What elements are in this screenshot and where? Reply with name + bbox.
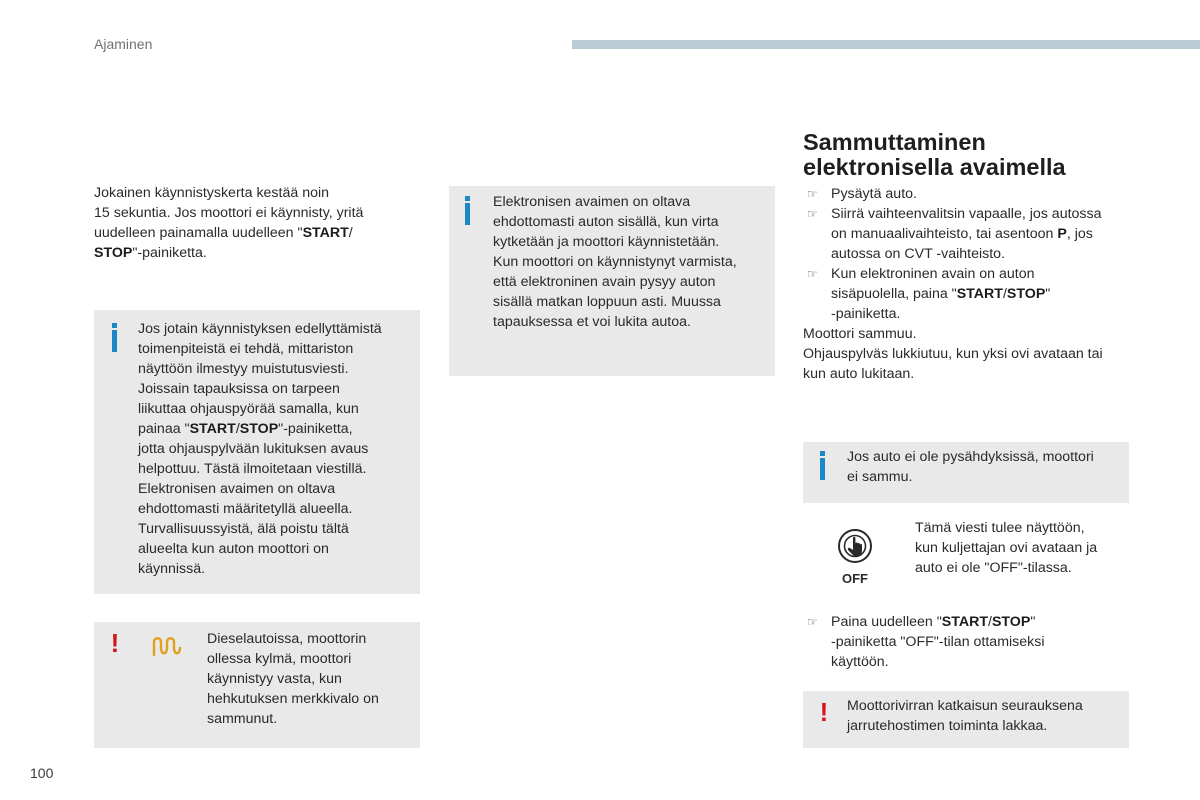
warning-line: käynnistyy vasta, kun — [207, 671, 342, 687]
step-item: ☞ Siirrä vaihteenvalitsin vapaalle, jos autossa on manuaalivaihteisto, tai asentoon P, jos autossa on CVT -vaihteisto. — [807, 206, 1102, 262]
page-number: 100 — [30, 765, 54, 781]
warning-box-text — [207, 629, 412, 729]
info-line: ei sammu. — [847, 469, 913, 485]
warning-box-text — [847, 696, 1125, 736]
section-title: Ajaminen — [94, 36, 153, 52]
info-line: liikuttaa ohjauspyörää samalla, kun — [138, 401, 359, 417]
notice-line: auto ei ole "OFF"-tilassa. — [915, 560, 1072, 576]
pointer-icon: ☞ — [807, 267, 818, 281]
info-line: Jos auto ei ole pysähdyksissä, moottori — [847, 449, 1094, 465]
info-line: tapauksessa et voi lukita autoa. — [493, 314, 691, 330]
info-line: Kun moottori on käynnistynyt varmista, — [493, 254, 737, 270]
info-box-text — [847, 447, 1123, 487]
notice-line: Tämä viesti tulee näyttöön, — [915, 520, 1085, 536]
info-icon — [112, 330, 117, 352]
info-line: käynnissä. — [138, 561, 206, 577]
heading-line: elektronisella avaimella — [803, 154, 1066, 180]
off-label: OFF — [842, 571, 868, 586]
result-line: kun auto lukitaan. — [803, 366, 915, 382]
info-line: näyttöön ilmestyy muistutusviesti. — [138, 361, 349, 377]
warning-line: Dieselautoissa, moottorin — [207, 631, 367, 647]
warning-box-brake-booster — [803, 691, 1129, 748]
warning-line: hehkutuksen merkkivalo on — [207, 691, 379, 707]
info-line: helpottuu. Tästä ilmoitetaan viestillä. — [138, 461, 367, 477]
step-item: ☞ Kun elektroninen avain on auton sisäpuolella, paina "START/STOP" -painiketta. — [807, 266, 1051, 322]
intro-line: 15 sekuntia. Jos moottori ei käynnisty, yritä — [94, 205, 364, 221]
hand-off-icon — [834, 526, 876, 586]
info-line: painaa "START/STOP"-painiketta, — [138, 421, 353, 437]
info-line: kytketään ja moottori käynnistetään. — [493, 234, 720, 250]
warning-box-glow-plug — [94, 622, 420, 748]
pointer-icon: ☞ — [807, 187, 818, 201]
info-box-start-reminder — [94, 310, 420, 594]
info-box-not-stopped — [803, 442, 1129, 503]
info-line: sisällä matkan loppuun asti. Muussa — [493, 294, 721, 310]
step-item: ☞ Paina uudelleen "START/STOP" -painiketta "OFF"-tilan ottamiseksi käyttöön. — [807, 614, 1045, 670]
result-line: Ohjauspylväs lukkiutuu, kun yksi ovi avataan tai — [803, 346, 1103, 362]
shutdown-steps — [803, 184, 1143, 384]
info-line: Elektronisen avaimen on oltava — [493, 194, 691, 210]
intro-line: STOP"-painiketta. — [94, 245, 207, 261]
warning-icon: ! — [110, 628, 120, 658]
info-line: Turvallisuussyistä, älä poistu tältä — [138, 521, 349, 537]
pointer-icon: ☞ — [807, 615, 818, 629]
header-bar — [572, 40, 1200, 49]
info-line: ehdottomasti auton sisällä, kun virta — [493, 214, 719, 230]
info-box-text — [493, 192, 769, 332]
info-line: alueelta kun auton moottori on — [138, 541, 329, 557]
info-line: jotta ohjauspylvään lukituksen avaus — [138, 441, 369, 457]
warning-icon: ! — [819, 697, 829, 727]
warning-line: jarrutehostimen toiminta lakkaa. — [847, 718, 1048, 734]
info-icon — [465, 203, 470, 225]
warning-line: sammunut. — [207, 711, 278, 727]
info-box-text — [138, 319, 414, 579]
step-press-again — [803, 612, 1143, 672]
info-box-key-inside — [449, 186, 775, 376]
info-line: toimenpiteistä ei tehdä, mittariston — [138, 341, 354, 357]
off-notice-text — [915, 518, 1145, 578]
notice-line: kun kuljettajan ovi avataan ja — [915, 540, 1098, 556]
info-line: Jos jotain käynnistyksen edellyttämistä — [138, 321, 382, 337]
warning-line: Moottorivirran katkaisun seurauksena — [847, 698, 1083, 714]
section-heading — [803, 130, 1066, 180]
result-line: Moottori sammuu. — [803, 326, 917, 342]
glow-plug-icon — [152, 636, 182, 658]
warning-line: ollessa kylmä, moottori — [207, 651, 352, 667]
intro-paragraph — [94, 183, 414, 263]
intro-line: Jokainen käynnistyskerta kestää noin — [94, 185, 330, 201]
heading-line: Sammuttaminen — [803, 129, 986, 155]
info-line: että elektroninen avain pysyy auton — [493, 274, 716, 290]
info-line: ehdottomasti määritetyllä alueella. — [138, 501, 353, 517]
info-line: Joissain tapauksissa on tarpeen — [138, 381, 340, 397]
info-icon — [820, 458, 825, 480]
info-line: Elektronisen avaimen on oltava — [138, 481, 336, 497]
pointer-icon: ☞ — [807, 207, 818, 221]
intro-line: uudelleen painamalla uudelleen "START/ — [94, 225, 353, 241]
step-item: ☞ Pysäytä auto. — [807, 186, 917, 202]
